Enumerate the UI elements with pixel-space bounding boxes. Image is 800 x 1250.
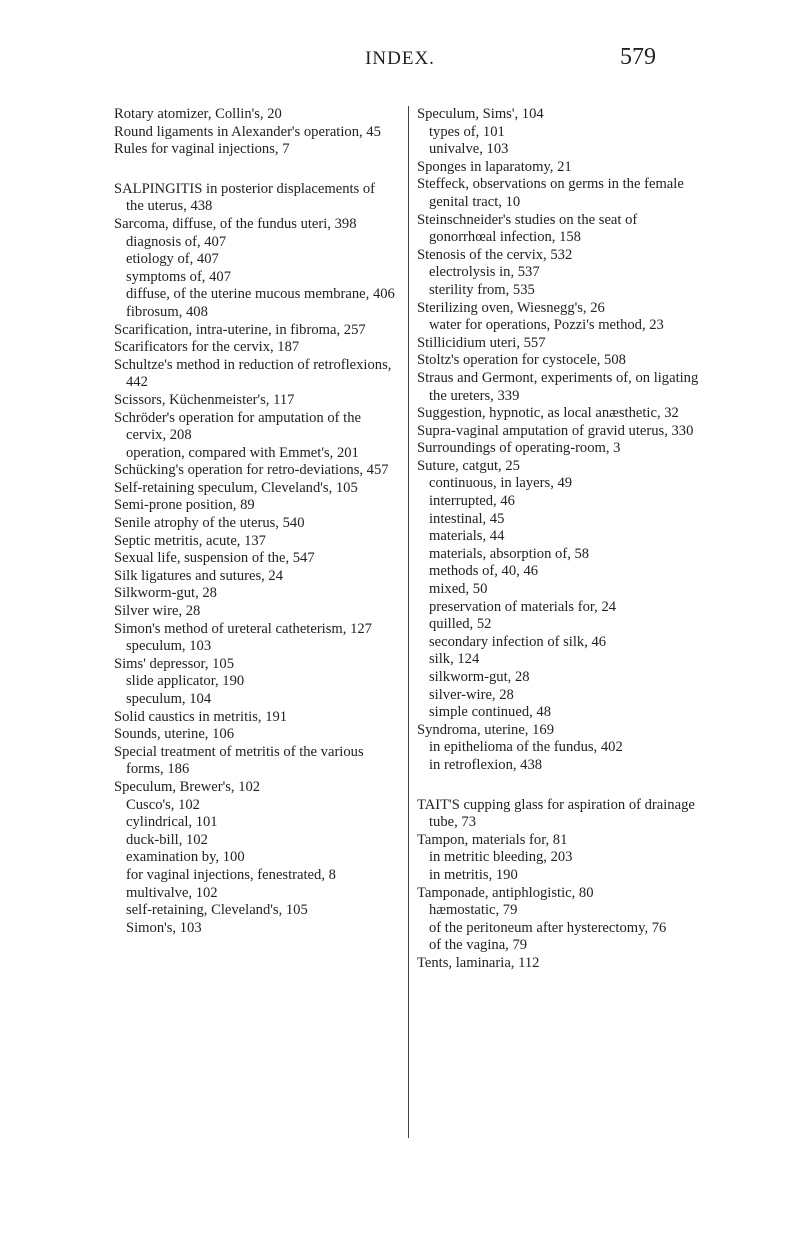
index-subentry: for vaginal injections, fenestrated, 8 <box>126 866 336 883</box>
index-subentry: electrolysis in, 537 <box>429 264 540 281</box>
index-entry: Rules for vaginal injections, 7 <box>114 141 290 158</box>
index-subentry: speculum, 104 <box>126 691 212 707</box>
index-subentry: in epithelioma of the fundus, 402 <box>429 739 623 756</box>
index-entry: Sponges in laparatomy, 21 <box>417 158 572 175</box>
index-entry: Solid caustics in metritis, 191 <box>114 708 288 725</box>
index-entry: Silver wire, 28 <box>114 603 201 620</box>
index-subentry: in retroflexion, 438 <box>429 756 543 773</box>
index-subentry: speculum, 103 <box>126 638 212 655</box>
index-entry: Supra-vaginal amputation of gravid uterus, 330 <box>417 422 694 439</box>
index-subentry: etiology of, 407 <box>126 251 219 268</box>
index-entry: Rotary atomizer, Collin's, 20 <box>114 106 282 122</box>
index-subentry: continuous, in layers, 49 <box>429 475 573 492</box>
index-entry: Self-retaining speculum, Cleveland's, 105 <box>114 479 358 496</box>
index-entry: Stenosis of the cervix, 532 <box>417 246 573 263</box>
index-entry: Round ligaments in Alexander's operation, 45 <box>114 123 381 140</box>
index-entry: Steffeck, observations on germs in the female genital tract, 10 <box>417 176 684 210</box>
index-entry: Simon's method of ureteral catheterism, 127 <box>114 620 372 637</box>
index-entry: Syndroma, uterine, 169 <box>417 721 554 738</box>
index-subentry: interrupted, 46 <box>429 493 515 510</box>
index-subentry: water for operations, Pozzi's method, 23 <box>429 317 664 334</box>
index-subentry: diagnosis of, 407 <box>126 233 227 250</box>
index-subentry: materials, absorption of, 58 <box>429 545 590 562</box>
index-subentry: slide applicator, 190 <box>126 673 245 690</box>
index-entry: Silkworm-gut, 28 <box>114 585 217 602</box>
index-subentry: simple continued, 48 <box>429 704 552 721</box>
index-subentry: Simon's, 103 <box>126 919 202 936</box>
index-subentry: duck-bill, 102 <box>126 831 208 848</box>
index-entry: Semi-prone position, 89 <box>114 497 255 514</box>
index-subentry: fibrosum, 408 <box>126 303 208 320</box>
index-subentry: methods of, 40, 46 <box>429 563 539 580</box>
index-entry: Sterilizing oven, Wiesnegg's, 26 <box>417 299 605 316</box>
index-entry: Silk ligatures and sutures, 24 <box>114 567 284 584</box>
index-entry: SALPINGITIS in posterior displacements of the uterus, 438 <box>114 180 376 215</box>
index-column-left <box>114 106 396 937</box>
letter-section-gap <box>417 775 702 797</box>
index-entry: Tamponade, antiphlogistic, 80 <box>417 884 594 901</box>
index-entry: Stoltz's operation for cystocele, 508 <box>417 352 626 369</box>
index-entry: Schröder's operation for amputation of the cervix, 208 <box>114 409 362 444</box>
index-entry: Scissors, Küchenmeister's, 117 <box>114 391 295 408</box>
index-entry: Schücking's operation for retro-deviations, 457 <box>114 462 389 479</box>
index-entry: TAIT'S cupping glass for aspiration of drainage tube, 73 <box>417 796 695 831</box>
index-entry: Steinschneider's studies on the seat of gonorrhœal infection, 158 <box>417 211 638 246</box>
index-entry: Straus and Germont, experiments of, on ligating the ureters, 339 <box>417 369 699 404</box>
index-entry: Schultze's method in reduction of retroflexions, 442 <box>114 356 392 391</box>
index-subentry: diffuse, of the uterine mucous membrane, 406 <box>126 286 395 303</box>
index-entry: Speculum, Brewer's, 102 <box>114 778 261 795</box>
index-entry: Scarification, intra-uterine, in fibroma, 257 <box>114 321 366 338</box>
index-entry: Surroundings of operating-room, 3 <box>417 440 621 457</box>
index-subentry: of the vagina, 79 <box>429 937 528 954</box>
index-subentry: types of, 101 <box>429 123 505 140</box>
index-subentry: in metritic bleeding, 203 <box>429 849 573 866</box>
index-entry: Stillicidium uteri, 557 <box>417 334 546 351</box>
running-head: INDEX. <box>365 48 435 69</box>
index-subentry: mixed, 50 <box>429 581 488 598</box>
index-entry: Sarcoma, diffuse, of the fundus uteri, 398 <box>114 215 357 232</box>
index-subentry: secondary infection of silk, 46 <box>429 633 607 650</box>
index-entry: Septic metritis, acute, 137 <box>114 532 266 549</box>
index-subentry: Cusco's, 102 <box>126 796 200 813</box>
index-subentry: univalve, 103 <box>429 141 509 158</box>
index-subentry: sterility from, 535 <box>429 281 535 298</box>
index-entry: Sounds, uterine, 106 <box>114 726 234 743</box>
index-subentry: multivalve, 102 <box>126 884 218 901</box>
index-subentry: examination by, 100 <box>126 849 245 866</box>
index-entry: Special treatment of metritis of the various forms, 186 <box>114 743 364 778</box>
index-entry: Sims' depressor, 105 <box>114 655 235 672</box>
index-subentry: symptoms of, 407 <box>126 268 231 285</box>
index-entry: Sexual life, suspension of the, 547 <box>114 550 315 567</box>
index-subentry: silk, 124 <box>429 651 480 668</box>
index-entry: Speculum, Sims', 104 <box>417 106 544 122</box>
index-subentry: operation, compared with Emmet's, 201 <box>126 444 359 461</box>
index-entry: Senile atrophy of the uterus, 540 <box>114 515 305 532</box>
index-subentry: preservation of materials for, 24 <box>429 598 617 615</box>
index-subentry: quilled, 52 <box>429 616 492 633</box>
index-subentry: silkworm-gut, 28 <box>429 669 530 685</box>
index-entry: Tents, laminaria, 112 <box>417 954 540 971</box>
index-subentry: self-retaining, Cleveland's, 105 <box>126 902 308 919</box>
index-subentry: of the peritoneum after hysterectomy, 76 <box>429 919 667 936</box>
index-subentry: cylindrical, 101 <box>126 814 218 831</box>
index-subentry: hæmostatic, 79 <box>429 902 518 919</box>
index-subentry: materials, 44 <box>429 528 505 545</box>
index-entry: Scarificators for the cervix, 187 <box>114 339 300 356</box>
letter-section-gap <box>114 159 396 181</box>
index-entry: Tampon, materials for, 81 <box>417 831 568 848</box>
index-subentry: silver-wire, 28 <box>429 686 514 703</box>
index-subentry: intestinal, 45 <box>429 510 505 527</box>
index-entry: Suggestion, hypnotic, as local anæsthetic, 32 <box>417 405 679 422</box>
index-entry: Suture, catgut, 25 <box>417 457 520 474</box>
index-column-right <box>408 106 702 1138</box>
index-subentry: in metritis, 190 <box>429 866 518 883</box>
page-number: 579 <box>620 44 656 70</box>
